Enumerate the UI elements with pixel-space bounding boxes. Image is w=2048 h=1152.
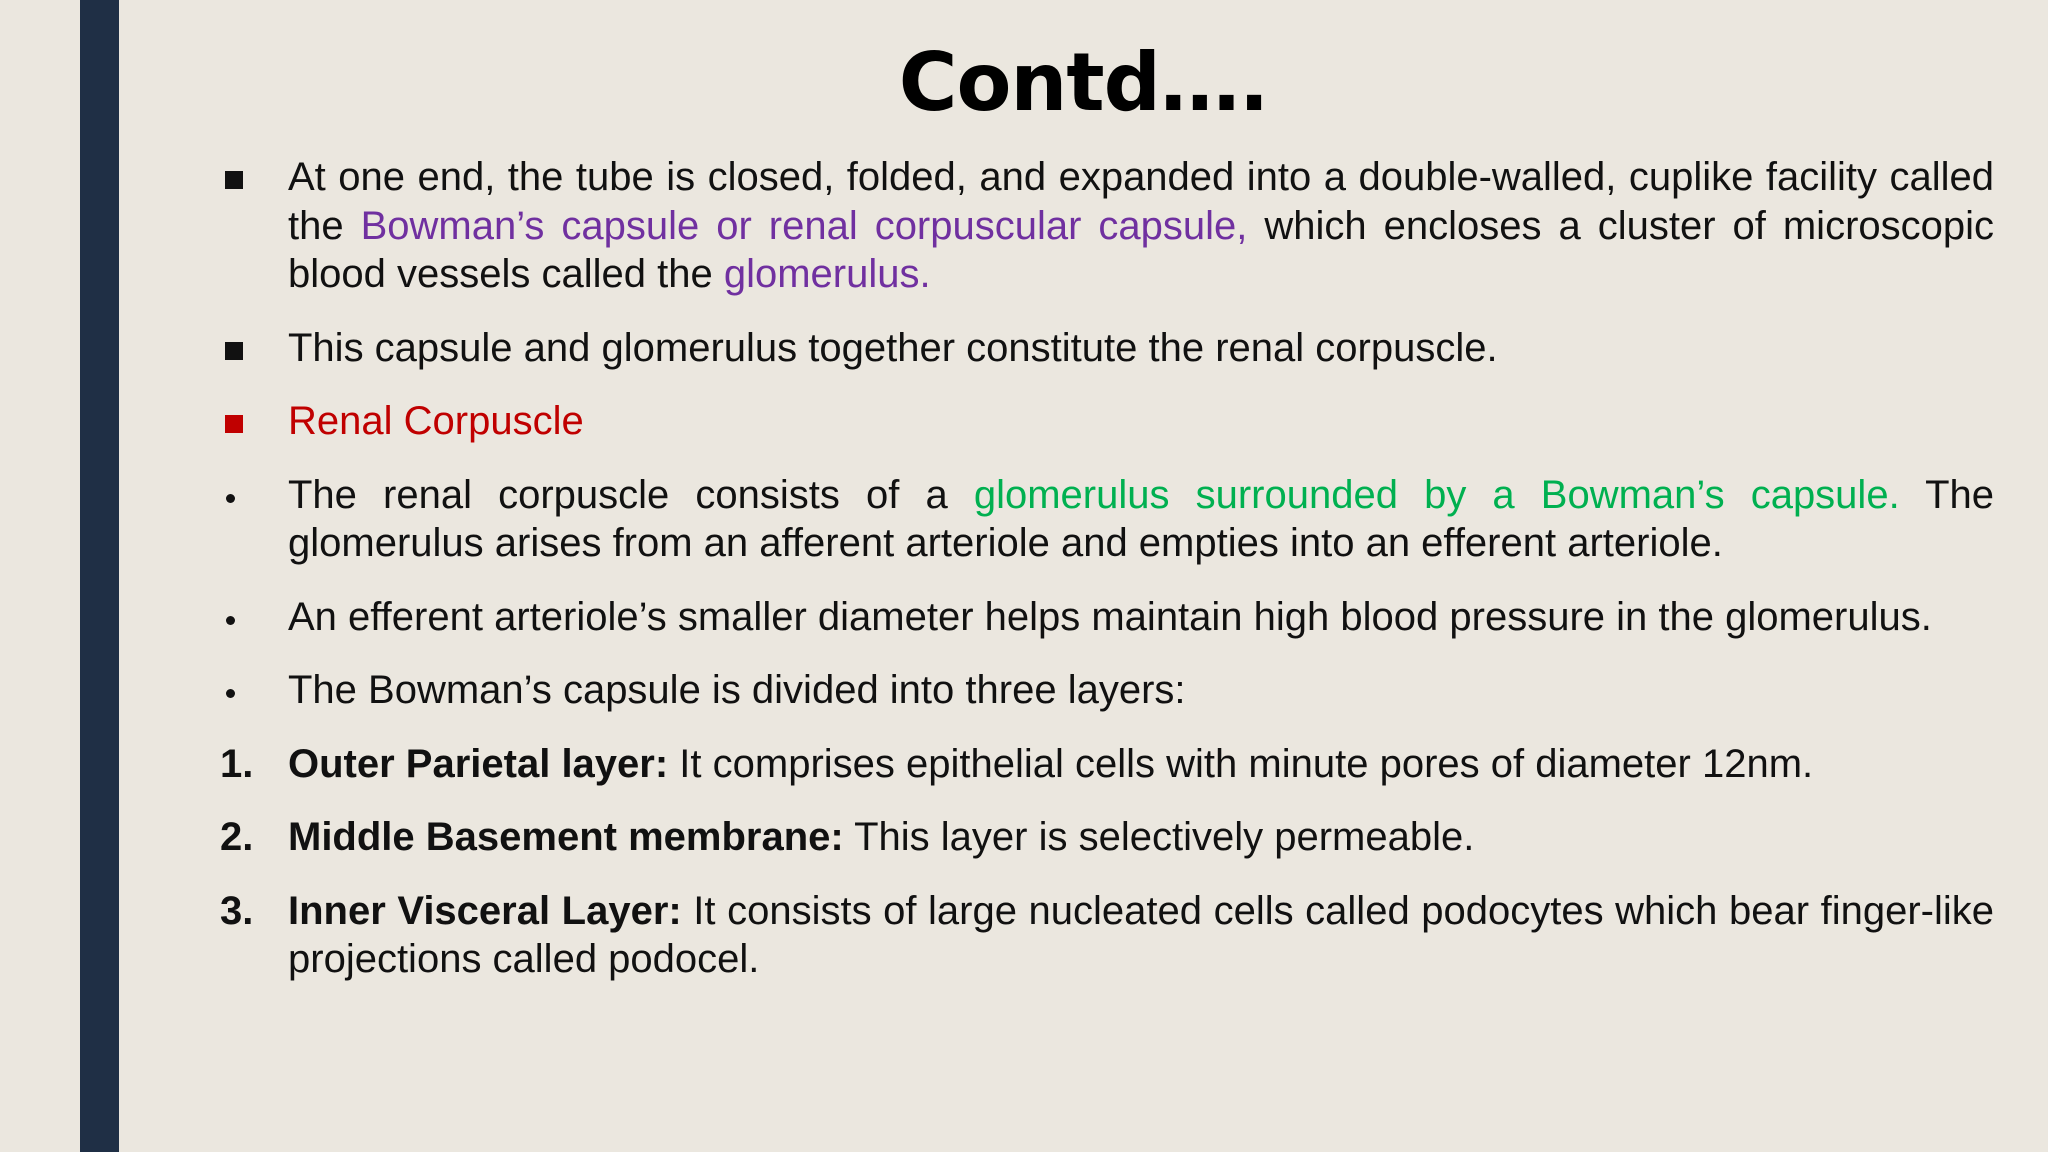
bullet-item-renal-corpuscle-heading: [220, 397, 1994, 446]
highlight-text: glomerulus surrounded by a Bowman’s capsule.: [973, 472, 1900, 517]
bullet-item-efferent-arteriole: [220, 593, 1994, 642]
item-number: 3.: [220, 888, 254, 933]
bullet-item-bowmans-capsule: [220, 153, 1994, 299]
item-text: The renal corpuscle consists of a glomerulus surrounded by a Bowman’s capsule. The glomerulus arises from an afferent arteriole and empties into an efferent arteriole.: [288, 472, 1995, 565]
item-number: 1.: [220, 741, 254, 786]
slide-title: Contd….: [898, 36, 1269, 129]
term-label: Outer Parietal layer:: [288, 741, 669, 786]
bullet-item-three-layers: [220, 666, 1994, 715]
item-text: Outer Parietal layer: It comprises epithelial cells with minute pores of diameter 12nm.: [288, 741, 1814, 786]
numbered-item-inner-visceral-layer: [220, 887, 1994, 984]
item-text: At one end, the tube is closed, folded, and expanded into a double-walled, cuplike facility called the Bowman’s capsule or renal corpuscular capsule, which encloses a cluster of microscopic blood vessels called the glomerulus.: [288, 155, 1995, 296]
side-accent-bar: [80, 0, 119, 1152]
item-text: The Bowman’s capsule is divided into three layers:: [288, 668, 1186, 712]
item-text: Inner Visceral Layer: It consists of large nucleated cells called podocytes which bear finger-like projections called podocel.: [288, 888, 1995, 981]
numbered-item-outer-parietal-layer: [220, 740, 1994, 789]
bullet-item-corpuscle-structure: [220, 471, 1994, 568]
bullet-list: [220, 153, 1994, 1009]
numbered-item-middle-basement-membrane: [220, 813, 1994, 862]
bullet-item-renal-corpuscle-definition: [220, 324, 1994, 373]
item-text: Middle Basement membrane: This layer is selectively permeable.: [288, 815, 1475, 859]
item-text: This capsule and glomerulus together constitute the renal corpuscle.: [288, 325, 1498, 370]
highlight-text: Bowman’s capsule or renal corpuscular capsule,: [360, 203, 1248, 248]
section-heading: Renal Corpuscle: [288, 399, 584, 443]
item-text: An efferent arteriole’s smaller diameter helps maintain high blood pressure in the glomerulus.: [288, 594, 1932, 639]
item-number: 2.: [220, 815, 254, 859]
term-label: Inner Visceral Layer:: [288, 888, 682, 933]
term-label: Middle Basement membrane:: [288, 815, 844, 859]
highlight-text: glomerulus.: [723, 252, 931, 296]
